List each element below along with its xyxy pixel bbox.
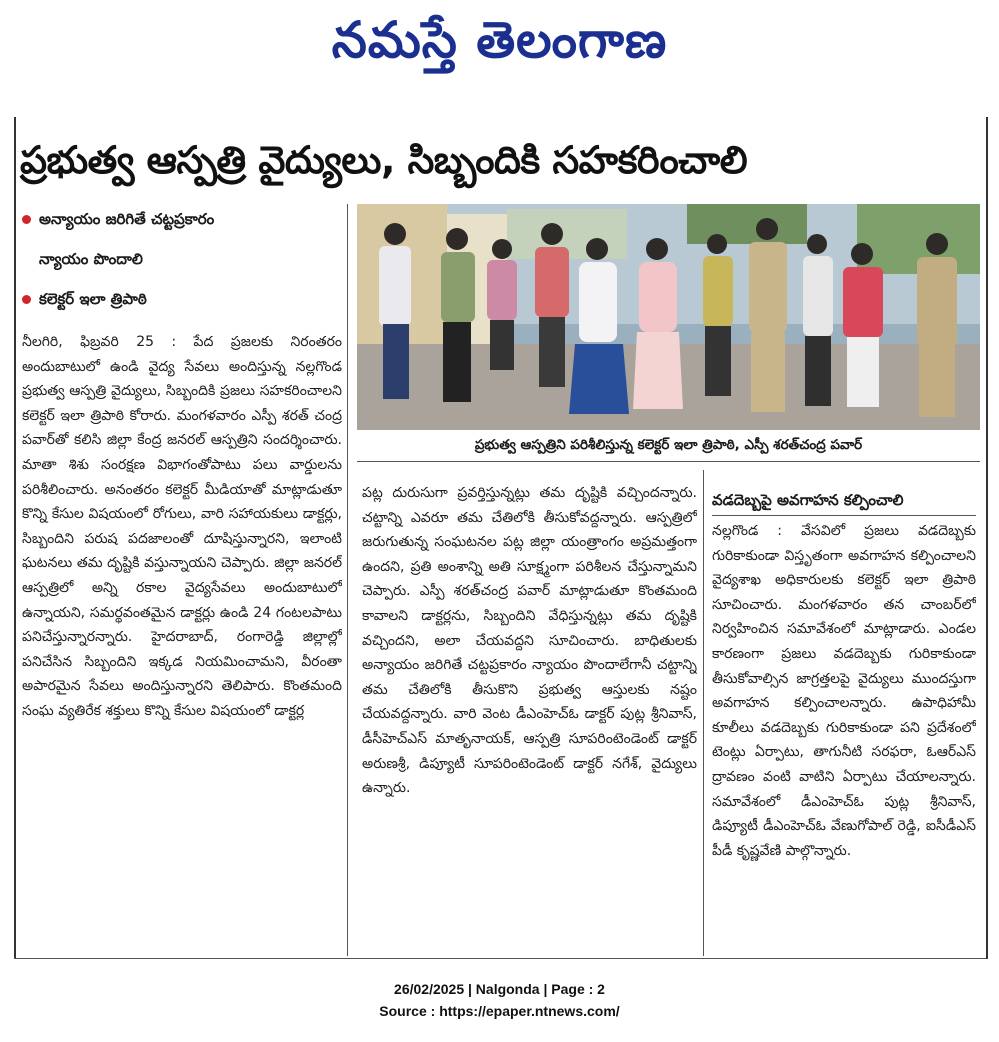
box-divider [712,515,976,516]
article-column-2: పట్ల దురుసుగా ప్రవర్తిస్తున్నట్లు తమ దృష్టికి వచ్చిందన్నారు. చట్టాన్ని ఎవరూ తమ చేతిలోకి తీసుకోవద్దన్నారు. ఆస్పత్రిలో జరుగుతున్న సంఘటనల పట్ల జిల్లా యంత్రాంగం అప్రమత్తంగా ఉందని, ప్రతి అంశాన్ని అతి సూక్ష్మంగా పరిశీలన చేస్తున్నామని చెప్పారు. ఎస్పీ శరత్‌చంద్ర పవార్ మాట్లాడుతూ కొంతమంది కావాలని డాక్టర్లను, సిబ్బందిని వేధిస్తున్నట్లు తమ దృష్టికి వచ్చిందని, అలా చేయవద్దని సూచించారు. బాధితులకు అన్యాయం జరిగితే చట్టప్రకారం న్యాయం పొందాలేగానీ చట్టాన్ని తమ చేతిలోకి తీసుకొని ప్రభుత్వ ఆస్తులకు నష్టం చేయవద్దన్నారు. వారి వెంట డీఎంహెచ్ఓ డాక్టర్ పుట్ల శ్రీనివాస్, డీసీహెచ్ఎస్ మాతృనాయక్, ఆస్పత్రి సూపరింటెండెంట్ డాక్టర్ అరుణశ్రీ, డిప్యూటీ సూపరింటెండెంట్ డాక్టర్ నగేశ్, వైద్యులు ఉన్నారు. [362,485,697,797]
masthead-logo: నమస్తే తెలంగాణ [331,11,668,69]
subhead-1: అన్యాయం జరిగితే చట్టప్రకారం [22,208,214,230]
box-body: నల్లగొండ : వేసవిలో ప్రజలు వడదెబ్బకు గురికాకుండా విస్తృతంగా అవగాహన కల్పించాలని వైద్యశాఖ అధికారులకు కలెక్టర్ ఇలా త్రిపాఠి సూచించారు. మంగళవారం తన చాంబర్‌లో నిర్వహించిన సమావేశంలో మాట్లాడారు. ఎండల కారణంగా ప్రజలు వడదెబ్బకు గురికాకుండా తీసుకోవాల్సిన జాగ్రత్తలపై వైద్యులు ముందస్తుగా అవగాహన కల్పించాలన్నారు. ఉపాధిహామీ కూలీలు వడదెబ్బకు గురికాకుండా పని ప్రదేశంలో టెంట్లు ఏర్పాటు, తాగునీటి సరఫరా, ఓఆర్ఎస్ ద్రావణం వంటి వాటిని ఏర్పాటు చేయాలన్నారు. సమావేశంలో డీఎంహెచ్ఓ పుట్ల శ్రీనివాస్, డిప్యూటీ డీఎంహెచ్ఓ వేణుగోపాల్ రెడ్డి, ఐసీడీఎస్ పీడీ కృష్ణవేణి పాల్గొన్నారు. [712,523,976,859]
column-divider [347,204,348,956]
divider [357,461,980,462]
news-photo [357,204,980,430]
subhead-2: న్యాయం పొందాలి [39,250,143,268]
article-column-1: నీలగిరి, ఫిబ్రవరి 25 : పేద ప్రజలకు నిరంతరం అందుబాటులో ఉండి వైద్య సేవలు అందిస్తున్న నల్లగొండ ప్రభుత్వ ఆస్పత్రి వైద్యులు, సిబ్బందికి ప్రజలు సహకరించాలని కలెక్టర్ ఇలా త్రిపాఠి కోరారు. మంగళవారం ఎస్పీ శరత్ చంద్ర పవార్‌తో కలిసి జిల్లా కేంద్ర జనరల్ ఆస్పత్రిని సందర్శించారు. మాతా శిశు సంరక్షణ విభాగంతోపాటు పలు వార్డులను పరిశీలించారు. అనంతరం కలెక్టర్ మీడియాతో మాట్లాడుతూ కొన్ని కేసుల విషయంలో రోగులు, వారి సహాయకులు డాక్టర్లు, సిబ్బందిని పరుష పదజాలంతో దూషిస్తున్నారని, ఇలాంటి ఘటనలు తమ దృష్టికి వస్తున్నాయని చెప్పారు. జిల్లా జనరల్ ఆస్పత్రిలో అన్ని రకాల వైద్యసేవలు అందుబాటులో ఉన్నాయని, సమర్థవంతమైన డాక్టర్లు ఉండి 24 గంటలపాటు పనిచేస్తున్నారన్నారు. హైదరాబాద్, రంగారెడ్డి జిల్లాల్లో పనిచేసిన సిబ్బందిని ఇక్కడ నియమించామని, వీరంతా అపారమైన సేవలు అందిస్తున్నారని తెలిపారు. కొంతమంది సంఘ వ్యతిరేక శక్తులు కొన్ని కేసుల విషయంలో డాక్టర్ల [22,334,342,719]
bullet-icon [22,215,31,224]
headline: ప్రభుత్వ ఆస్పత్రి వైద్యులు, సిబ్బందికి సహకరించాలి [20,138,748,182]
bottom-rule [14,958,986,959]
box-headline: వడదెబ్బపై అవగాహన కల్పించాలి [712,491,904,509]
photo-illustration [357,204,980,430]
photo-caption: ప్రభుత్వ ఆస్పత్రిని పరిశీలిస్తున్న కలెక్టర్ ఇలా త్రిపాఠి, ఎస్పీ శరత్‌చంద్ర పవార్ [474,437,863,453]
bullet-icon [22,295,31,304]
subhead-3: కలెక్టర్ ఇలా త్రిపాఠి [22,288,147,310]
box-border [703,470,704,956]
footer-source-link[interactable]: Source : https://epaper.ntnews.com/ [379,1003,620,1019]
footer-date-edition: 26/02/2025 | Nalgonda | Page : 2 [394,981,605,997]
